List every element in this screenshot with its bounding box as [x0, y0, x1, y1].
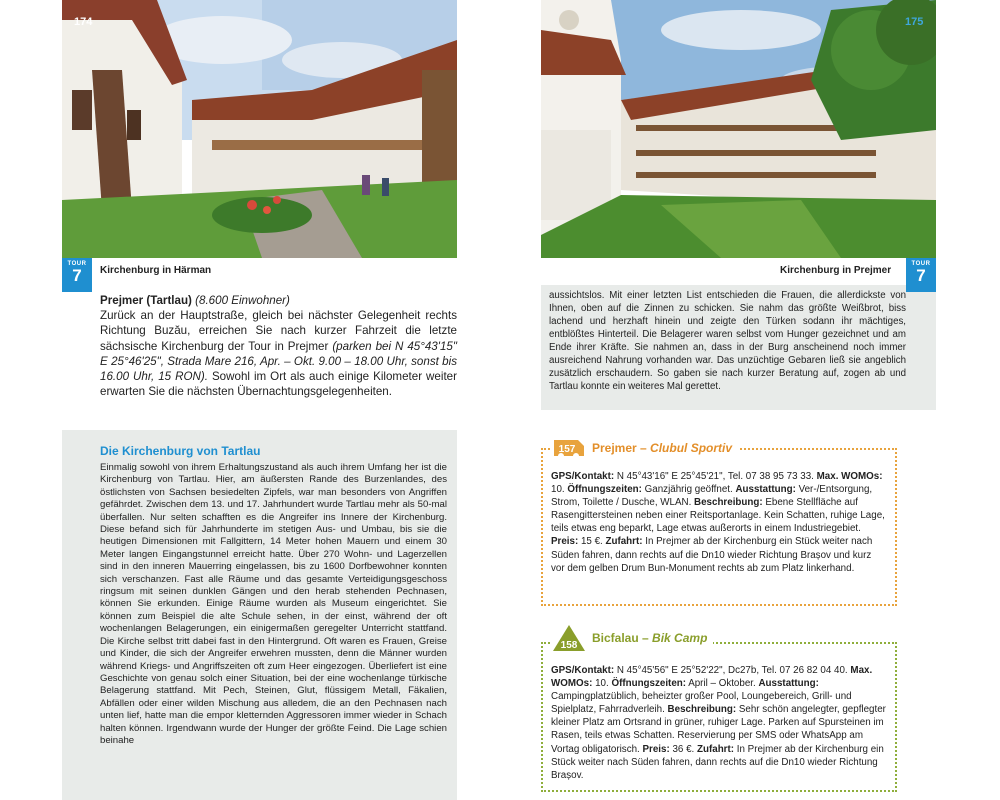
- spot-157-box: GPS/Kontakt: N 45°43'16" E 25°45'21", Tel. 07 38 95 73 33. Max. WOMOs: 10. Öffnungszeiten: Ganzjährig geöffnet. Ausstattung: Ver-/Entsorgung, Strom, Toilette / Dusche, WLAN. Beschreibung: Ebene Stellfläche auf Rasengittersteinen neben einer Reitsportanlage. Kein Schatten, ruhige Lage, teils etwas eng beparkt, Lage etwas außerorts in einem Industriegebiet. Preis: 15 €. Zufahrt: In Prejmer ab der Kirchenburg ein Stück weiter nach Süden fahren, dann rechts auf die Dn10 wieder Richtung Brașov und kurz vor dem gelben Drum Bun-Monument rechts ab zum Platz linkerhand.: [541, 448, 897, 606]
- spot-158-number: 158: [560, 640, 578, 651]
- infobox-tartlau: [62, 430, 457, 800]
- spot-157-header: [552, 437, 738, 459]
- continued-story: [541, 285, 936, 410]
- infobox-text: Einmalig sowohl von ihrem Erhaltungszustand als auch ihrem Umfang her ist die Kirchenburg von Tartlau. Hier, am äußersten Rande des Burzenlandes, des östlichsten von Sachsen besiedelten Zipfels, war man besonders von Angriffen gefährdet. Zwischen dem 13. und 17. Jahrhundert wurde Tartlau mehr als 50-mal überfallen. Nur selten schafften es die Angreifer ins Innere der Kirchenburg. Diese befand sich für Jahrhunderte im stetigen Aus- und Umbau, bis sie die heutigen Dimensionen mit Fallgittern, 14 Meter hohen Mauern und einem 30 Meter langen Eingangstunnel erreicht hatte. Über 270 Wohn- und Lagerzellen sind in den inneren Mauerring eingelassen, bis zu 1600 Dorfbewohner konnten sich verschanzen. Fast alle Räume und das gesamte Verteidigungsgeschoss ringsum mit seinen dunklen Gängen und den herab stehenden Pechnasen, können Sie erkunden. Einige Räume wurden als Museum eingerichtet. Sie können zum Beispiel die alte Schule sehen, in der einst, während der oft wochenlangen Belagerungen, ein einigermaßen geregelter Unterricht stattfand. Die Kirche selbst tritt dabei fast in den Hintergrund. Oft waren es Frauen, Greise und Kinder, die sich der Angreifer erwehren mussten, denn die Männer wurden während Kriegs- und Angriffszeiten oft zum Heer eingezogen. Überliefert ist eine Geschichte von genau solch einer Situation, bei der eine wochenlange türkische Belagerung stattfand. Mit Pech, Steinen, Glut, flüssigem Metall, Fäkalien, Abfällen oder einer wilden Mischung aus alledem, die an den Pechnasen nach unten lief, hatte man die empor kletternden Aggressoren immer wieder in Schach halten können. Irgendwann wurde der Hunger der größte Feind. Die Lage schien beinahe: [100, 462, 447, 746]
- tour-label: TOUR: [67, 261, 87, 267]
- tour-badge-left: [62, 258, 92, 292]
- infobox-title: Die Kirchenburg von Tartlau: [100, 444, 261, 458]
- photo-caption-left: Kirchenburg in Härman: [100, 265, 212, 276]
- campsite-tent-icon: [552, 624, 586, 652]
- section-text-1: Zurück an der Hauptstraße, gleich bei nächster Gelegenheit rechts Richtung Buzău, erreichen Sie nach kurzer Fahrzeit die letzte sächsische Kirchenburg der Tour in Prejmer: [100, 309, 457, 353]
- photo-kirchenburg-haerman: [62, 0, 457, 258]
- spot-158-header: [552, 624, 713, 652]
- photo-kirchenburg-prejmer: [541, 0, 936, 258]
- page-number-left: 174: [74, 16, 93, 28]
- tour-number: 7: [916, 266, 926, 285]
- section-text-2: Sowohl im Ort als auch einige Kilometer weiter erwarten Sie die nächsten Übernachtungsgelegenheiten.: [100, 370, 457, 399]
- motorhome-pin-icon: [552, 437, 586, 459]
- section-prejmer: [100, 293, 457, 399]
- page-number-right: 175: [905, 16, 924, 28]
- tour-label: TOUR: [911, 261, 931, 267]
- section-text-italic: (parken bei N 45°43'15" E 25°46'25", Strada Mare 216, Apr. – Okt. 9.00 – 18.00 Uhr, sonst bis 16.00 Uhr, 15 RON).: [100, 339, 457, 384]
- photo-caption-right: Kirchenburg in Prejmer: [780, 265, 892, 276]
- continued-story-text: aussichtslos. Mit einer letzten List entschieden die Frauen, die allerdickste von Ihnen, oben auf die Zinnen zu schicken. Sie nahm das größte Weißbrot, biss lachend und herzhaft hinein und zeigte den Türken sodann ihr mächtiges, entblößtes Hinterteil. Die Belagerer waren selbst vom Hunger gezeichnet und am Ende ihrer Kräfte. Sie nahmen an, dass in der Burg anscheinend noch immer ausreichend Nahrung vorhanden war. Das unzüchtige Gebaren ließ sie angeblich zusätzlich erschaudern. So gaben sie nach kurzer Beratung auf, zogen ab und Tartlau konnte ein weiteres Mal gerettet.: [549, 290, 906, 392]
- spot-157-name: Prejmer – Clubul Sportiv: [592, 441, 733, 455]
- section-title: Prejmer (Tartlau): [100, 294, 192, 307]
- tour-number: 7: [72, 266, 82, 285]
- spot-158-box: GPS/Kontakt: N 45°45'56" E 25°52'22", Dc27b, Tel. 07 26 82 04 40. Max. WOMOs: 10. Öffnungszeiten: April – Oktober. Ausstattung: Campingplatzüblich, beheizter großer Pool, Loungebereich, Grill- und Spielplatz, Fahrradverleih. Beschreibung: Sehr schön angelegter, gepflegter kleiner Platz am Ortsrand in grüner, ruhiger Lage. Parken auf Spursteinen im Rasen, teils etwas Schatten. Reservierung per SMS oder WhatsApp am Vortag obligatorisch. Preis: 36 €. Zufahrt: In Prejmer ab der Kirchenburg ein Stück weiter nach Süden fahren, dann rechts auf die Dn10 wieder Richtung Brașov.: [541, 642, 897, 792]
- tour-badge-right: [906, 258, 936, 292]
- spot-158-name: Bicfalau – Bik Camp: [592, 631, 708, 645]
- section-subtitle: (8.600 Einwohner): [195, 294, 290, 307]
- spot-157-number: 157: [558, 444, 576, 455]
